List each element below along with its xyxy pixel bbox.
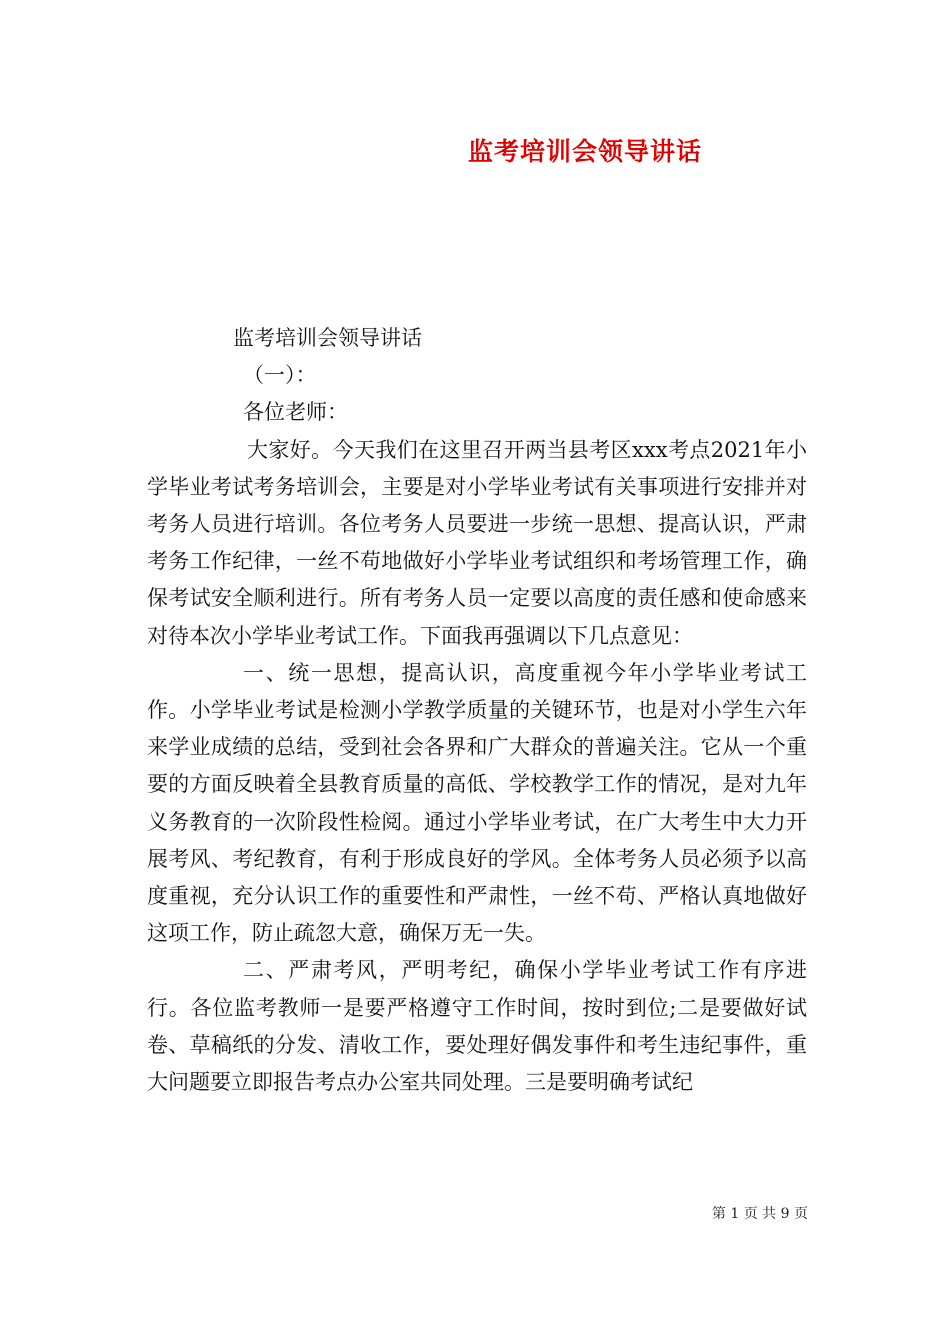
paragraph-opening: 大家好。今天我们在这里召开两当县考区xxx考点2021年小学毕业考试考务培训会，主要是对小学毕业考试有关事项进行安排并对考务人员进行培训。各位考务人员要进一步统一思想、提高认识，严肃考务工作纪律，一丝不苟地做好小学毕业考试组织和考场管理工作，确保考试安全顺利进行。所有考务人员一定要以高度的责任感和使命感来对待本次小学毕业考试工作。下面我再强调以下几点意见： [147,437,807,648]
salutation: 各位老师： [243,400,348,425]
document-title: 监考培训会领导讲话 [467,137,702,166]
paragraph-point-one: 一、统一思想，提高认识，高度重视今年小学毕业考试工作。小学毕业考试是检测小学教学质量的关键环节，也是对小学生六年来学业成绩的总结，受到社会各界和广大群众的普遍关注。它从一个重要的方面反映着全县教育质量的高低、学校教学工作的情况，是对九年义务教育的一次阶段性检阅。通过小学毕业考试，在广大考生中大力开展考风、考纪教育，有利于形成良好的学风。全体考务人员必须予以高度重视，充分认识工作的重要性和严肃性，一丝不苟、严格认真地做好这项工作，防止疏忽大意，确保万无一失。 [147,660,807,946]
speech-heading: 监考培训会领导讲话 [233,326,422,350]
page-number: 第 1 页 共 9 页 [711,1206,808,1222]
section-marker: （一）： [243,363,317,388]
paragraph-point-two: 二、严肃考风，严明考纪，确保小学毕业考试工作有序进行。各位监考教师一是要严格遵守工作时间，按时到位;二是要做好试卷、草稿纸的分发、清收工作，要处理好偶发事件和考生违纪事件，重大问题要立即报告考点办公室共同处理。三是要明确考试纪 [147,958,807,1095]
document-body [147,320,807,1101]
